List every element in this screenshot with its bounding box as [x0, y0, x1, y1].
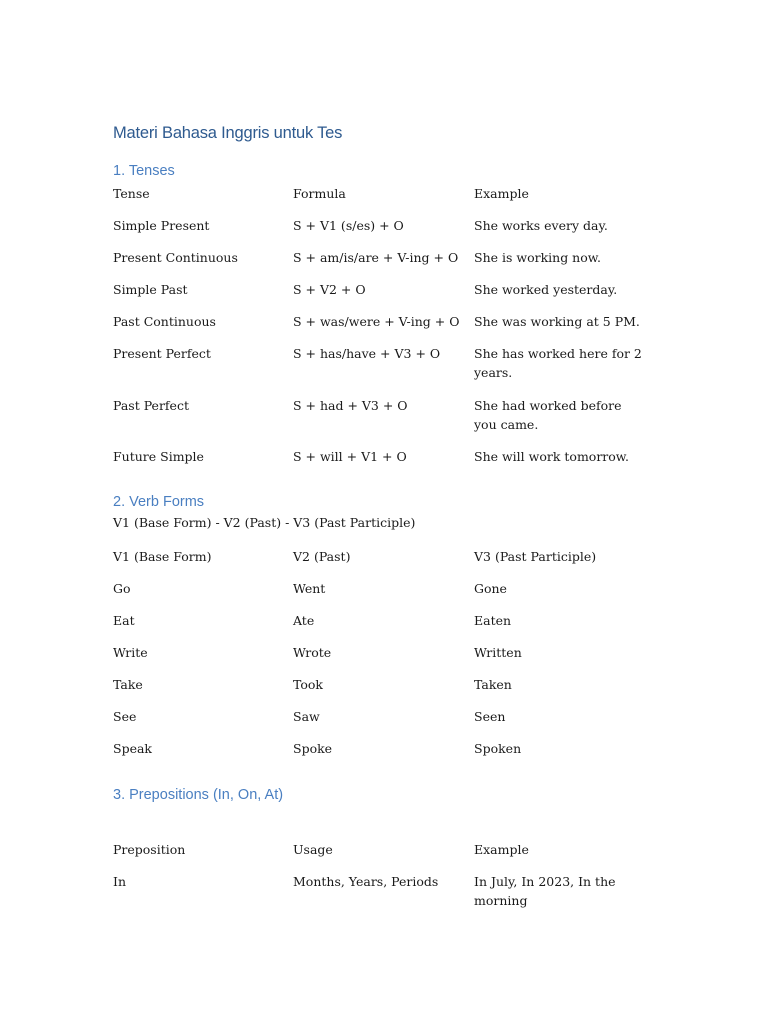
table-row [113, 280, 653, 312]
table-cell: Spoke [293, 741, 333, 756]
table-cell: She will work tomorrow. [474, 449, 629, 464]
column-header: Usage [293, 842, 333, 857]
table-cell: In [113, 874, 126, 889]
table-cell: Past Perfect [113, 398, 189, 413]
table-row [113, 872, 653, 924]
column-header: V2 (Past) [293, 549, 351, 564]
table-row [113, 739, 653, 771]
prepositions-header-row [113, 840, 653, 872]
table-row [113, 216, 653, 248]
table-cell: Eaten [474, 613, 512, 628]
table-cell: S + V2 + O [293, 282, 366, 297]
table-cell: Written [474, 645, 522, 660]
table-cell: S + has/have + V3 + O [293, 346, 441, 361]
table-cell: Present Perfect [113, 346, 211, 361]
table-row [113, 579, 653, 611]
table-cell: Wrote [293, 645, 332, 660]
verb-forms-heading: 2. Verb Forms [113, 494, 205, 510]
table-cell: Went [293, 581, 326, 596]
table-row [113, 312, 653, 344]
table-cell: Speak [113, 741, 152, 756]
table-cell: S + V1 (s/es) + O [293, 218, 404, 233]
table-cell: Ate [293, 613, 315, 628]
table-cell: Present Continuous [113, 250, 238, 265]
table-cell: She had worked before you came. [474, 398, 622, 432]
table-cell: She works every day. [474, 218, 608, 233]
table-row [113, 643, 653, 675]
table-cell: Write [113, 645, 148, 660]
table-cell: Eat [113, 613, 135, 628]
table-cell: Take [113, 677, 143, 692]
column-header: V1 (Base Form) [113, 549, 212, 564]
tenses-heading: 1. Tenses [113, 163, 175, 179]
verb-forms-header-row [113, 547, 653, 579]
table-cell: Saw [293, 709, 320, 724]
column-header: Preposition [113, 842, 186, 857]
table-row [113, 675, 653, 707]
column-header: V3 (Past Participle) [474, 549, 597, 564]
tenses-header-row [113, 184, 653, 216]
table-cell: She was working at 5 PM. [474, 314, 640, 329]
table-cell: Taken [474, 677, 512, 692]
prepositions-heading: 3. Prepositions (In, On, At) [113, 787, 284, 803]
table-cell: See [113, 709, 137, 724]
table-cell: S + was/were + V-ing + O [293, 314, 460, 329]
document-title: Materi Bahasa Inggris untuk Tes [113, 124, 343, 142]
table-cell: Go [113, 581, 131, 596]
table-row [113, 707, 653, 739]
tenses-table [113, 184, 653, 479]
column-header: Formula [293, 186, 346, 201]
table-cell: S + had + V3 + O [293, 398, 408, 413]
table-row [113, 611, 653, 643]
table-cell: Simple Past [113, 282, 188, 297]
table-cell: Simple Present [113, 218, 210, 233]
table-cell: In July, In 2023, In the morning [474, 874, 616, 908]
table-cell: Spoken [474, 741, 522, 756]
verb-forms-table [113, 547, 653, 771]
table-row [113, 396, 653, 447]
table-cell: S + am/is/are + V-ing + O [293, 250, 459, 265]
column-header: Tense [113, 186, 150, 201]
table-cell: Took [293, 677, 323, 692]
column-header: Example [474, 186, 529, 201]
table-cell: Past Continuous [113, 314, 216, 329]
table-cell: Months, Years, Periods [293, 874, 439, 889]
table-row [113, 248, 653, 280]
table-cell: She worked yesterday. [474, 282, 618, 297]
table-cell: S + will + V1 + O [293, 449, 407, 464]
verb-forms-subtitle: V1 (Base Form) - V2 (Past) - V3 (Past Participle) [113, 515, 416, 530]
table-cell: Gone [474, 581, 507, 596]
prepositions-table [113, 840, 653, 924]
table-row [113, 344, 653, 396]
table-row [113, 447, 653, 479]
table-cell: Future Simple [113, 449, 204, 464]
column-header: Example [474, 842, 529, 857]
table-cell: She is working now. [474, 250, 601, 265]
table-cell: She has worked here for 2 years. [474, 346, 642, 380]
table-cell: Seen [474, 709, 506, 724]
